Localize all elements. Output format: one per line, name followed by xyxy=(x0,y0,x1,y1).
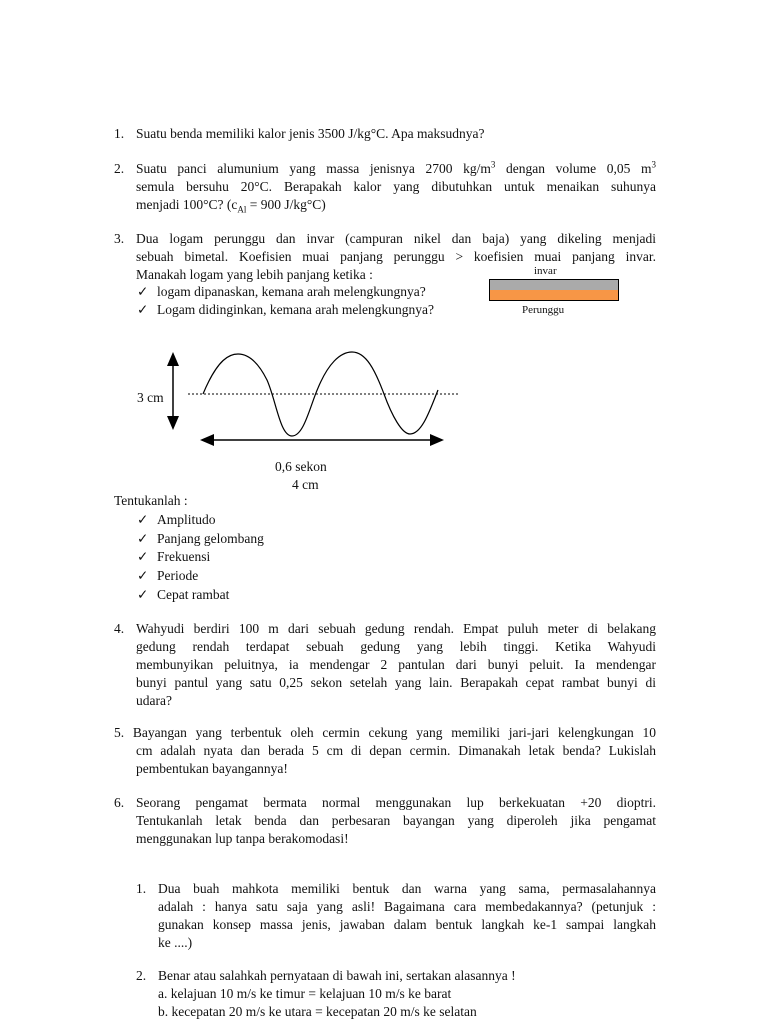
bullet-text: logam dipanaskan, kemana arah melengkungnya? xyxy=(157,284,426,299)
q2-sup2: 3 xyxy=(651,159,656,170)
tentukan-item-4 xyxy=(137,567,198,585)
question-number: 2. xyxy=(114,161,125,176)
b1-line3: gunakan konsep massa jenis, jawaban dalam bentuk langkah ke-1 sampai langkah xyxy=(158,917,656,932)
q5-line3: pembentukan bayangannya! xyxy=(136,761,288,776)
q3-bullet-2 xyxy=(137,301,434,319)
check-icon: ✓ xyxy=(137,568,149,583)
q3-line3: Manakah logam yang lebih panjang ketika : xyxy=(136,267,373,282)
question-text xyxy=(158,967,656,1021)
length-label: 4 cm xyxy=(292,477,319,492)
question-text xyxy=(136,620,656,710)
question-1 xyxy=(114,125,656,143)
item-text: Periode xyxy=(157,568,199,583)
question-5 xyxy=(114,724,656,778)
q4-line5: udara? xyxy=(136,693,172,708)
check-icon: ✓ xyxy=(137,302,149,317)
check-icon: ✓ xyxy=(137,284,149,299)
bonus-question-2 xyxy=(136,967,656,1021)
q4-line1: Wahyudi berdiri 100 m dari sebuah gedung rendah. Empat puluh meter di belakang xyxy=(136,621,656,636)
tentukan-title: Tentukanlah : xyxy=(114,493,188,508)
q2-line2: semula bersuhu 20°C. Berapakah kalor yang dibutuhkan untuk menaikan suhunya xyxy=(136,179,656,194)
amplitude-arrow-head-top xyxy=(167,352,179,366)
length-arrow-head-left xyxy=(200,434,214,446)
question-text xyxy=(136,794,656,848)
wave-diagram xyxy=(130,340,470,460)
item-text: Frekuensi xyxy=(157,549,211,564)
question-2 xyxy=(114,160,656,214)
item-text: Amplitudo xyxy=(157,512,216,527)
item-text: Cepat rambat xyxy=(157,587,230,602)
tentukan-item-2 xyxy=(137,530,264,548)
check-icon: ✓ xyxy=(137,512,149,527)
q2-line3b: = 900 J/kg°C) xyxy=(246,197,326,212)
q4-line3: membunyikan peluitnya, ia mendengar 2 pantulan dari bunyi peluit. Ia mendengar xyxy=(136,657,656,672)
q2-line1b: dengan volume 0,05 m xyxy=(495,161,652,176)
question-text: Suatu benda memiliki kalor jenis 3500 J/kg°C. Apa maksudnya? xyxy=(136,126,485,141)
amplitude-label: 3 cm xyxy=(137,390,164,405)
question-6 xyxy=(114,794,656,848)
b1-line1: Dua buah mahkota memiliki bentuk dan warna yang sama, permasalahannya xyxy=(158,881,656,896)
question-number: 1. xyxy=(114,126,125,141)
q3-bullet-1 xyxy=(137,283,426,301)
q4-line4: bunyi pantul yang satu 0,25 sekon setelah yang lain. Berapakah cepat rambat bunyi di xyxy=(136,675,656,690)
question-number: 4. xyxy=(114,621,125,636)
time-label: 0,6 sekon xyxy=(275,459,327,474)
tentukan-item-1 xyxy=(137,511,216,529)
b2-statement-b: b. kecepatan 20 m/s ke utara = kecepatan 20 m/s ke selatan xyxy=(158,1004,477,1019)
tentukan-item-5 xyxy=(137,586,229,604)
q2-line1a: Suatu panci alumunium yang massa jenisnya 2700 kg/m xyxy=(136,161,491,176)
q2-line3a: menjadi 100°C? (c xyxy=(136,197,238,212)
q6-line1: Seorang pengamat bermata normal menggunakan lup berkekuatan +20 dioptri. xyxy=(136,795,656,810)
q6-line2: Tentukanlah letak benda dan perbesaran bayangan yang diperoleh jika pengamat xyxy=(136,813,656,828)
length-arrow-head-right xyxy=(430,434,444,446)
question-text xyxy=(136,160,656,214)
question-number: 3. xyxy=(114,231,125,246)
check-icon: ✓ xyxy=(137,587,149,602)
question-number: 1. xyxy=(136,881,147,896)
q4-line2: gedung rendah terdapat sebuah gedung yang lebih tinggi. Ketika Wahyudi xyxy=(136,639,656,654)
b1-line2: adalah : hanya satu saja yang asli! Bagaimana cara membedakannya? (petunjuk : xyxy=(158,899,656,914)
question-text xyxy=(136,230,656,284)
q3-line2: sebuah bimetal. Koefisien muai panjang perunggu > koefisien muai panjang invar. xyxy=(136,249,656,264)
q2-sup1: 3 xyxy=(490,159,496,170)
invar-label: invar xyxy=(534,265,557,277)
b2-statement-a: a. kelajuan 10 m/s ke timur = kelajuan 10 m/s ke barat xyxy=(158,986,452,1001)
b2-line1: Benar atau salahkah pernyataan di bawah ini, sertakan alasannya ! xyxy=(158,968,516,983)
amplitude-arrow-head-bottom xyxy=(167,416,179,430)
question-3 xyxy=(114,230,656,284)
question-number: 2. xyxy=(136,968,147,983)
q6-line3: menggunakan lup tanpa berakomodasi! xyxy=(136,831,349,846)
bonus-question-1 xyxy=(136,880,656,952)
perunggu-strip xyxy=(489,290,619,301)
q5-line1: 5. Bayangan yang terbentuk oleh cermin cekung yang memiliki jari-jari kelengkungan 10 xyxy=(114,725,656,740)
question-text xyxy=(158,880,656,952)
b1-line4: ke ....) xyxy=(158,935,193,950)
q2-sub: Al xyxy=(237,204,247,215)
bullet-text: Logam didinginkan, kemana arah melengkungnya? xyxy=(157,302,435,317)
check-icon: ✓ xyxy=(137,531,149,546)
check-icon: ✓ xyxy=(137,549,149,564)
question-4 xyxy=(114,620,656,710)
q3-line1: Dua logam perunggu dan invar (campuran nikel dan baja) yang dikeling menjadi xyxy=(136,231,656,246)
perunggu-label: Perunggu xyxy=(522,304,565,316)
item-text: Panjang gelombang xyxy=(157,531,264,546)
q5-line2: cm adalah nyata dan berada 5 cm di depan cermin. Dimanakah letak benda? Lukislah xyxy=(136,743,656,758)
tentukan-item-3 xyxy=(137,548,210,566)
question-number: 6. xyxy=(114,795,125,810)
